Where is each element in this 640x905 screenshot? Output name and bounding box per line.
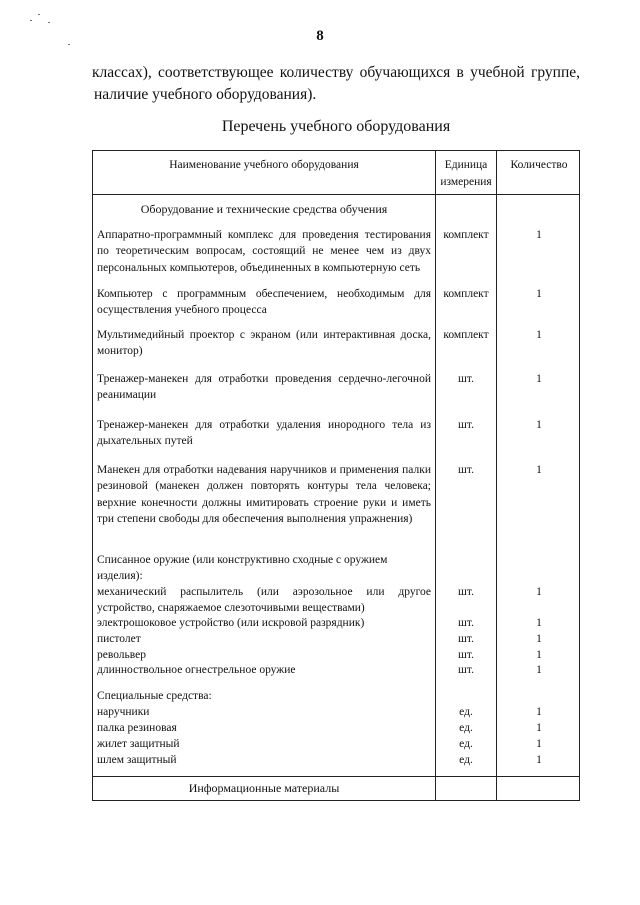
header-quantity: Количество: [510, 159, 568, 171]
item-unit: комплект: [443, 288, 489, 300]
scan-speck: [30, 20, 32, 21]
item-name: Аппаратно-программный комплекс для проведения тестирования по теоретическим вопросам, состоящий не менее чем из двух персональных компьютеров, объединенных в компьютерную сеть: [97, 229, 431, 274]
item-unit: шт.: [458, 419, 474, 431]
item-name: пистолет: [97, 633, 141, 645]
header-name: Наименование учебного оборудования: [169, 159, 359, 171]
item-unit: комплект: [443, 329, 489, 341]
item-unit: шт.: [458, 664, 474, 676]
item-name: наручники: [97, 706, 150, 718]
item-name: Компьютер с программным обеспечением, необходимым для осуществления учебного процесса: [97, 288, 431, 317]
item-name: револьвер: [97, 649, 147, 661]
item-name: Тренажер-манекен для отработки удаления инородного тела из дыхательных путей: [97, 419, 431, 448]
item-quantity: 1: [536, 722, 542, 734]
special-group-title: Специальные средства:: [97, 690, 212, 702]
item-unit: ед.: [459, 754, 473, 766]
item-name: длинноствольное огнестрельное оружие: [97, 664, 296, 676]
section-title-equipment: Оборудование и технические средства обучения: [140, 202, 388, 216]
scan-speck: [38, 14, 40, 15]
equipment-list-heading: Перечень учебного оборудования: [221, 118, 451, 135]
item-name: жилет защитный: [97, 738, 180, 750]
intro-line-2: наличие учебного оборудования).: [94, 86, 317, 103]
item-quantity: 1: [536, 586, 542, 598]
item-quantity: 1: [536, 706, 542, 718]
item-name: шлем защитный: [97, 754, 177, 766]
header-unit-line-2: измерения: [440, 176, 492, 188]
section-title-info-materials: Информационные материалы: [188, 781, 340, 795]
item-quantity: 1: [536, 329, 542, 341]
equipment-table: [92, 150, 580, 801]
intro-line-1: классах), соответствующее количеству обучающихся в учебной группе,: [92, 64, 580, 81]
item-unit: шт.: [458, 633, 474, 645]
intro-paragraph: [92, 62, 580, 106]
page-number: 8: [316, 28, 324, 44]
item-unit: шт.: [458, 373, 474, 385]
item-quantity: 1: [536, 373, 542, 385]
item-name: палка резиновая: [97, 722, 177, 734]
item-quantity: 1: [536, 617, 542, 629]
item-unit: комплект: [443, 229, 489, 241]
item-quantity: 1: [536, 288, 542, 300]
header-unit-line-1: Единица: [444, 159, 488, 171]
item-quantity: 1: [536, 738, 542, 750]
item-quantity: 1: [536, 649, 542, 661]
item-unit: шт.: [458, 617, 474, 629]
scan-speck: [48, 22, 50, 23]
item-unit: ед.: [459, 722, 473, 734]
item-quantity: 1: [536, 419, 542, 431]
item-quantity: 1: [536, 633, 542, 645]
item-name: механический распылитель (или аэрозольное или другое устройство, снаряжаемое слезоточивыми веществами): [97, 586, 431, 615]
item-unit: шт.: [458, 649, 474, 661]
header-divider: [93, 194, 579, 195]
item-unit: ед.: [459, 738, 473, 750]
item-name: Мультимедийный проектор с экраном (или интерактивная доска, монитор): [97, 329, 431, 358]
item-quantity: 1: [536, 229, 542, 241]
header-unit: [436, 157, 496, 191]
weapons-group-title: Списанное оружие (или конструктивно сходные с оружием изделия):: [97, 554, 388, 583]
section-divider: [93, 776, 579, 777]
item-name: Тренажер-манекен для отработки проведения сердечно-легочной реанимации: [97, 373, 431, 402]
item-unit: шт.: [458, 586, 474, 598]
item-name: электрошоковое устройство (или искровой разрядник): [97, 617, 365, 629]
item-name: Манекен для отработки надевания наручников и применения палки резиновой (манекен должен повторять контуры тела человека; верхние конечности должны имитировать строение руки и иметь три степени свободы для обеспечения выполнения упражнения): [97, 464, 431, 526]
item-unit: ед.: [459, 706, 473, 718]
item-quantity: 1: [536, 464, 542, 476]
item-quantity: 1: [536, 664, 542, 676]
item-quantity: 1: [536, 754, 542, 766]
item-unit: шт.: [458, 464, 474, 476]
